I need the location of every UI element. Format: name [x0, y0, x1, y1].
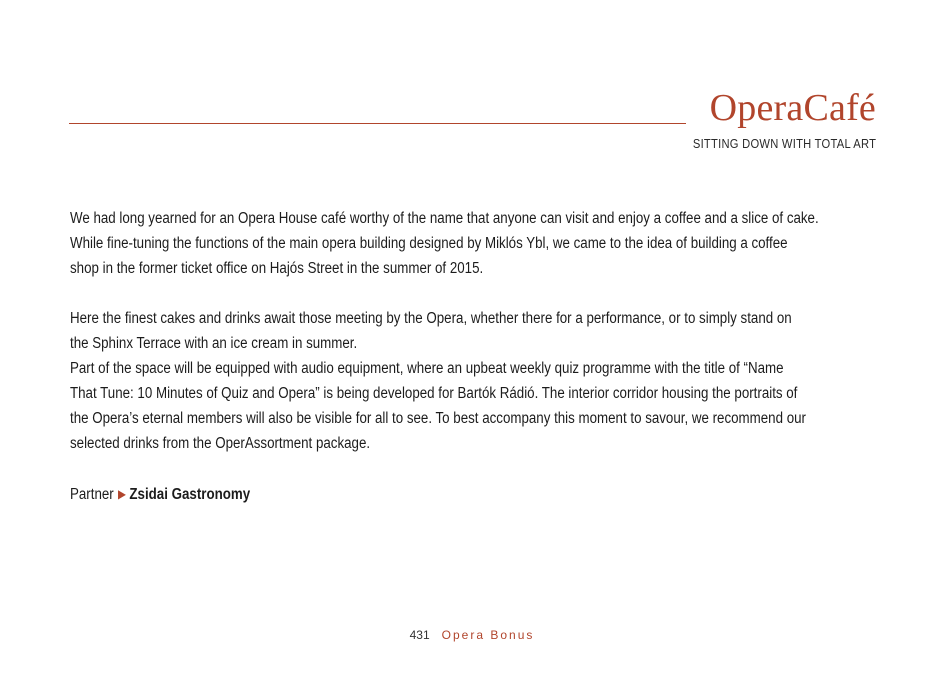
- partner-name: Zsidai Gastronomy: [129, 486, 251, 503]
- paragraph-1-line: shop in the former ticket office on Hajós Street in the summer of 2015.: [70, 260, 484, 277]
- paragraph-2-line: Here the finest cakes and drinks await those meeting by the Opera, whether there for a performance, or to simply stand on: [70, 310, 792, 327]
- body-text: [70, 206, 861, 456]
- page-footer: [0, 626, 944, 644]
- section-name: Opera Bonus: [441, 628, 535, 642]
- paragraph-2-line: selected drinks from the OperAssortment package.: [70, 435, 371, 452]
- page-subtitle: SITTING DOWN WITH TOTAL ART: [692, 136, 876, 151]
- paragraph-gap: [70, 281, 861, 306]
- paragraph-2-line: the Sphinx Terrace with an ice cream in summer.: [70, 335, 358, 352]
- partner-line: [70, 482, 250, 508]
- partner-label: Partner: [70, 486, 114, 503]
- header-rule: [69, 123, 686, 124]
- paragraph-2-line: the Opera’s eternal members will also be visible for all to see. To best accompany this moment to savour, we recommend our: [70, 410, 806, 427]
- triangle-right-icon: ▶: [118, 487, 126, 501]
- paragraph-1-line: While fine-tuning the functions of the main opera building designed by Miklós Ybl, we came to the idea of building a coffee: [70, 235, 788, 252]
- paragraph-2-line: Part of the space will be equipped with audio equipment, where an upbeat weekly quiz programme with the title of “Name: [70, 360, 784, 377]
- paragraph-2-line: That Tune: 10 Minutes of Quiz and Opera” is being developed for Bartók Rádió. The interior corridor housing the portraits of: [70, 385, 798, 402]
- page-number: 431: [409, 628, 430, 642]
- paragraph-1-line: We had long yearned for an Opera House café worthy of the name that anyone can visit and enjoy a coffee and a slice of cake.: [70, 210, 819, 227]
- page-title: OperaCafé: [709, 87, 876, 129]
